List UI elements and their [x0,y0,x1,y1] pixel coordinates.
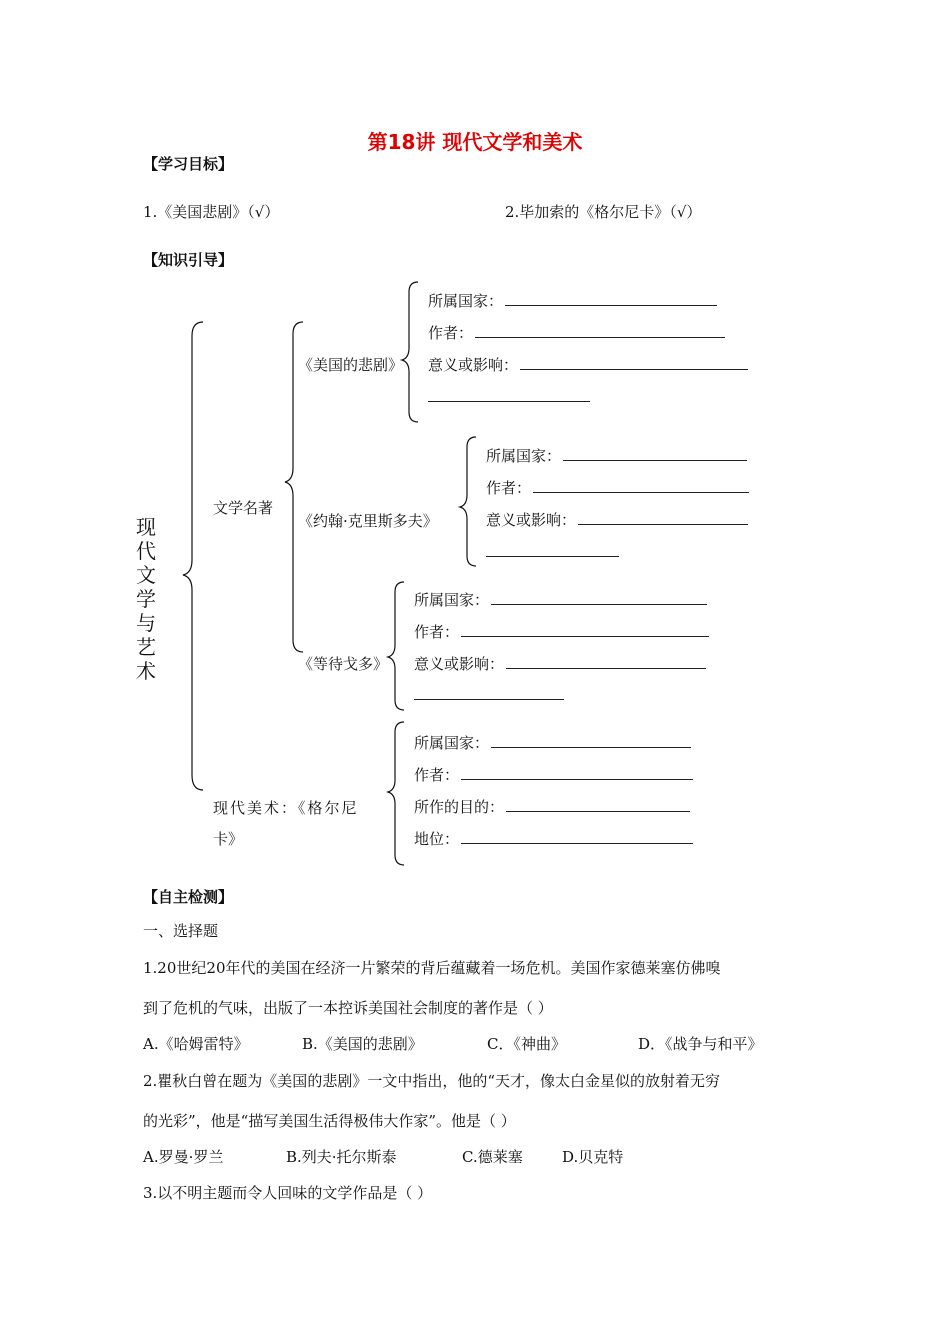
work1-meaning-continuation-line[interactable] [428,401,590,402]
art-label-line2: 卡》 [213,830,244,848]
work2-country-field[interactable]: 所属国家： [486,445,747,466]
literature-label: 文学名著 [213,499,274,517]
work3-author-field[interactable]: 作者： [414,621,709,642]
blank-line[interactable] [578,509,748,525]
work1-author-field[interactable]: 作者： [428,322,725,343]
art-purpose-field[interactable]: 所作的目的： [414,796,690,817]
art-country-field[interactable]: 所属国家： [414,732,691,753]
question-1-line2: 到了危机的气味，出版了一本控诉美国社会制度的著作是（ ） [143,999,553,1017]
question-2-line1: 2.瞿秋白曾在题为《美国的悲剧》一文中指出，他的“天才，像太白金星似的放射着无穷 [143,1072,720,1090]
blank-line[interactable] [563,445,747,461]
art-status-field[interactable]: 地位： [414,828,693,849]
art-author-field[interactable]: 作者： [414,764,693,785]
question-1-option-c[interactable]: C．《神曲》 [487,1035,566,1053]
brace-art [388,722,404,865]
work1-meaning-field[interactable]: 意义或影响： [428,354,748,375]
blank-line[interactable] [461,764,693,780]
blank-line[interactable] [461,621,709,637]
work2-meaning-field[interactable]: 意义或影响： [486,509,748,530]
brace-work1 [402,282,418,422]
goal-item-2: 2.毕加索的《格尔尼卡》（√） [505,203,702,221]
blank-line[interactable] [520,354,748,370]
blank-line[interactable] [475,322,725,338]
work3-meaning-continuation-line[interactable] [414,699,564,700]
goal-item-1: 1.《美国悲剧》（√） [143,203,280,221]
question-2-option-b[interactable]: B.列夫·托尔斯泰 [286,1148,397,1166]
question-1-option-a[interactable]: A.《哈姆雷特》 [143,1035,249,1053]
question-3-line1: 3.以不明主题而令人回味的文学作品是（ ） [143,1184,433,1202]
work2-author-field[interactable]: 作者： [486,477,749,498]
question-2-line2: 的光彩”，他是“描写美国生活得极伟大作家”。他是（ ） [143,1112,516,1130]
blank-line[interactable] [505,290,717,306]
work1-country-field[interactable]: 所属国家： [428,290,717,311]
work3-title: 《等待戈多》 [298,655,389,673]
section-heading-selfcheck: 【自主检测】 [143,888,234,906]
blank-line[interactable] [491,589,707,605]
diagram-root-label: 现 代 文 学 与 艺 术 [136,515,156,683]
work2-meaning-continuation-line[interactable] [486,556,619,557]
question-1-option-b[interactable]: B.《美国的悲剧》 [302,1035,423,1053]
work2-title: 《约翰·克里斯多夫》 [298,512,438,530]
brace-root [183,322,203,790]
work1-title: 《美国的悲剧》 [298,356,404,374]
question-1-line1: 1.20世纪20年代的美国在经济一片繁荣的背后蕴藏着一场危机。美国作家德莱塞仿佛嗅 [143,959,721,977]
exercise-part-heading: 一、选择题 [143,922,219,940]
art-label-line1: 现代美术：《格尔尼 [213,799,359,817]
blank-line[interactable] [491,732,691,748]
blank-line[interactable] [506,796,690,812]
work3-meaning-field[interactable]: 意义或影响： [414,653,706,674]
blank-line[interactable] [461,828,693,844]
question-2-option-a[interactable]: A.罗曼·罗兰 [143,1148,224,1166]
work3-country-field[interactable]: 所属国家： [414,589,707,610]
question-2-option-d[interactable]: D.贝克特 [562,1148,624,1166]
brace-work3 [388,582,404,710]
page-title: 第18讲 现代文学和美术 [367,130,583,154]
blank-line[interactable] [506,653,706,669]
brace-work2 [460,437,476,566]
section-heading-goals: 【学习目标】 [143,155,234,173]
blank-line[interactable] [533,477,749,493]
question-2-option-c[interactable]: C.德莱塞 [462,1148,523,1166]
section-heading-guide: 【知识引导】 [143,251,234,269]
question-1-option-d[interactable]: D．《战争与和平》 [638,1035,763,1053]
